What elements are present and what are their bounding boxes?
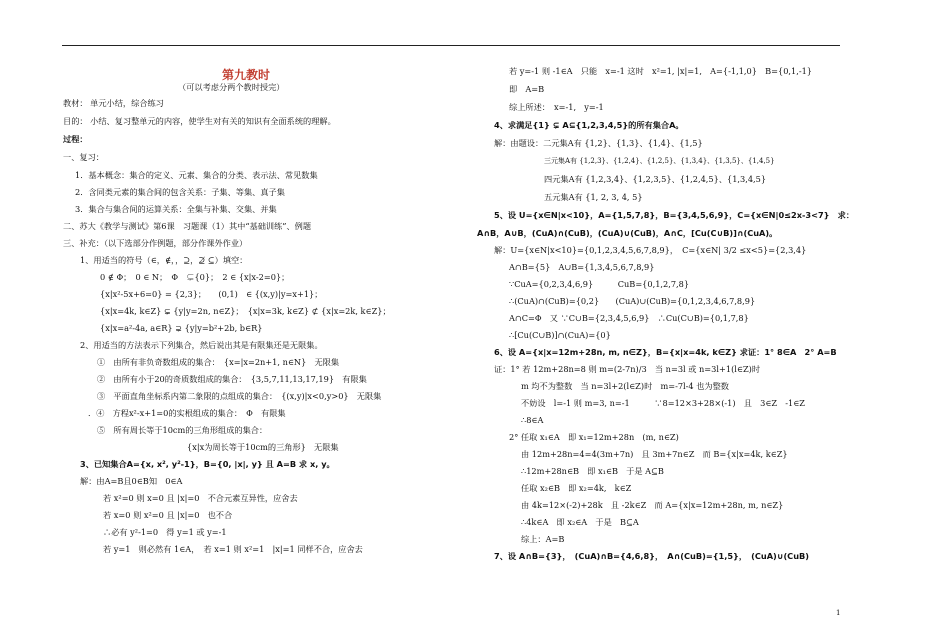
right-text-line: 由 4k=12×(-2)+28k 且 -2k∈Z 而 A={x|x=12m+28n, m, n∈Z} [521, 500, 784, 510]
right-text-line: 三元集A有 {1,2,3}、{1,2,4}、{1,2,5}、{1,3,4}、{1,3,5}、{1,4,5} [544, 157, 775, 165]
right-text-line: 五元集A有 {1, 2, 3, 4, 5} [544, 192, 643, 202]
left-text-line: 教材： 单元小结，综合练习 [63, 98, 164, 108]
right-text-line: ∴8∈A [521, 415, 544, 425]
right-text-line: 若 y=-1 则 -1∈A 只能 x=-1 这时 x²=1, |x|=1, A={-1,1,0} B={0,1,-1} [509, 66, 813, 76]
left-text-line: 1．基本概念：集合的定义、元素、集合的分类、表示法、常见数集 [75, 170, 318, 180]
left-text-line: ．④ 方程x²-x+1=0的实根组成的集合： Φ 有限集 [88, 408, 286, 418]
left-text-line: 3．集合与集合间的运算关系：全集与补集、交集、并集 [75, 204, 277, 214]
right-text-line: A∩B={5} A∪B={1,3,4,5,6,7,8,9} [509, 262, 655, 272]
left-text-line: 1、用适当的符号（∈，∉，，⊇，⊉ ⊆）填空： [80, 255, 248, 265]
right-text-line: ∴(CuA)∩(CuB)={0,2} (CuA)∪(CuB)={0,1,2,3,4,6,7,8,9} [509, 296, 756, 306]
left-text-line: 2、用适当的方法表示下列集合，然后说出其是有限集还是无限集。 [80, 340, 323, 350]
right-text-line: ∴4k∈A 即 x₂∈A 于是 B⊆A [521, 517, 639, 527]
left-text-line: 二、苏大《教学与测试》第6课 习题课（1）其中“基础训练”、例题 [63, 221, 312, 231]
left-text-line: {x|x为周长等于10cm的三角形} 无限集 [187, 442, 339, 452]
right-text-line: 6、设 A={x|x=12m+28n, m, n∈Z}，B={x|x=4k, k∈Z} 求证：1° 8∈A 2° A=B [494, 347, 837, 357]
right-text-line: 7、设 A∩B={3}， (CuA)∩B={4,6,8}， A∩(CuB)={1,5}， (CuA)∪(CuB) [494, 551, 810, 561]
left-text-line: 3、已知集合A={x, x², y²-1}，B={0, |x|, y} 且 A=B 求 x, y。 [80, 459, 335, 469]
left-text-line: 目的： 小结、复习整单元的内容，使学生对有关的知识有全面系统的理解。 [63, 116, 336, 126]
right-text-line: 5、设 U={x∈N|x<10}，A={1,5,7,8}，B={3,4,5,6,9}，C={x∈N|0≤2x-3<7} 求： [494, 210, 855, 220]
left-text-line: 三、补充：（以下选部分作例题，部分作课外作业） [63, 238, 248, 248]
right-text-line: 证：1° 若 12m+28n=8 则 m=(2-7n)/3 当 n=3l 或 n=3l+1(l∈Z)时 [494, 364, 761, 374]
right-text-line: 四元集A有 {1,2,3,4}、{1,2,3,5}、{1,2,4,5}、{1,3,4,5} [544, 174, 767, 184]
right-text-line: 即 A=B [509, 84, 545, 94]
right-text-line: 综上：A=B [521, 534, 565, 544]
right-text-line: 不妨设 l=-1 则 m=3, n=-1 ∵8=12×3+28×(-1) 且 3∈Z -1∈Z [521, 398, 805, 408]
right-text-line: 任取 x₂∈B 即 x₂=4k, k∈Z [521, 483, 632, 493]
left-text-line: {x|x²-5x+6=0} = {2,3}； (0,1) ∈ {(x,y)|y=x+1}； [100, 289, 323, 299]
right-text-line: 2° 任取 x₁∈A 即 x₁=12m+28n (m, n∈Z) [509, 432, 679, 442]
right-text-line: ∵CuA={0,2,3,4,6,9} CuB={0,1,2,7,8} [509, 279, 690, 289]
right-text-line: ∴12m+28n∈B 即 x₁∈B 于是 A⊆B [521, 466, 664, 476]
header-rule [62, 45, 840, 46]
left-text-line: {x|x=a²-4a, a∈R} ⊋ {y|y=b²+2b, b∈R} [100, 323, 263, 333]
right-text-line: A∩B，A∪B，(CuA)∩(CuB)，(CuA)∪(CuB)，A∩C，[Cu(C∪B)]∩(CuA)。 [477, 228, 778, 238]
left-text-line: {x|x=4k, k∈Z} ⊊ {y|y=2n, n∈Z}； {x|x=3k, k∈Z} ⊄ {x|x=2k, k∈Z}； [100, 306, 391, 316]
left-text-line: ⑤ 所有周长等于10cm的三角形组成的集合： [97, 425, 268, 435]
left-text-line: 若 x²=0 则 x=0 且 |x|=0 不合元素互异性，应舍去 [103, 493, 298, 503]
left-text-line: 0 ∉ Φ； 0 ∈ N； Φ ⊊{0}； 2 ∈ {x|x-2=0}； [100, 272, 290, 282]
left-text-line: 若 x=0 则 x²=0 且 |x|=0 也不合 [103, 510, 233, 520]
left-text-line: 2．含同类元素的集合间的包含关系：子集、等集、真子集 [75, 187, 285, 197]
left-text-line: 过程： [63, 134, 88, 144]
left-text-line: 若 y=1 则必然有 1∈A， 若 x=1 则 x²=1 |x|=1 同样不合，应舍去 [103, 544, 363, 554]
right-text-line: 4、求满足{1} ⊊ A⊆{1,2,3,4,5}的所有集合A。 [494, 120, 684, 130]
left-text-line: ② 由所有小于20的奇质数组成的集合： {3,5,7,11,13,17,19} 有限集 [97, 374, 367, 384]
right-text-line: 解：由题设：二元集A有 {1,2}、{1,3}、{1,4}、{1,5} [494, 138, 703, 148]
page-title: 第九教时 [222, 68, 271, 82]
right-text-line: ∴[Cu(C∪B)]∩(CuA)={0} [509, 330, 611, 340]
right-text-line: m 均不为整数 当 n=3l+2(l∈Z)时 m=-7l-4 也为整数 [521, 381, 729, 391]
page-number: 1 [836, 609, 841, 617]
left-text-line: ∴必有 y²-1=0 得 y=1 或 y=-1 [103, 527, 227, 537]
left-text-line: 解：由A=B且0∈B知 0∈A [80, 476, 183, 486]
right-text-line: 解：U={x∈N|x<10}={0,1,2,3,4,5,6,7,8,9}， C={x∈N| 3/2 ≤x<5}={2,3,4} [494, 245, 807, 255]
page-subtitle: （可以考虑分两个教时授完） [178, 82, 285, 92]
right-text-line: 综上所述： x=-1, y=-1 [509, 102, 604, 112]
right-text-line: A∩C=Φ 又 ∵C∪B={2,3,4,5,6,9} ∴Cu(C∪B)={0,1,7,8} [509, 313, 749, 323]
left-text-line: 一、复习： [63, 152, 104, 162]
left-text-line: ③ 平面直角坐标系内第二象限的点组成的集合： {(x,y)|x<0,y>0} 无限集 [97, 391, 382, 401]
left-text-line: ① 由所有非负奇数组成的集合： {x=|x=2n+1, n∈N} 无限集 [97, 357, 340, 367]
right-text-line: 由 12m+28n=4=4(3m+7n) 且 3m+7n∈Z 而 B={x|x=4k, k∈Z} [521, 449, 788, 459]
